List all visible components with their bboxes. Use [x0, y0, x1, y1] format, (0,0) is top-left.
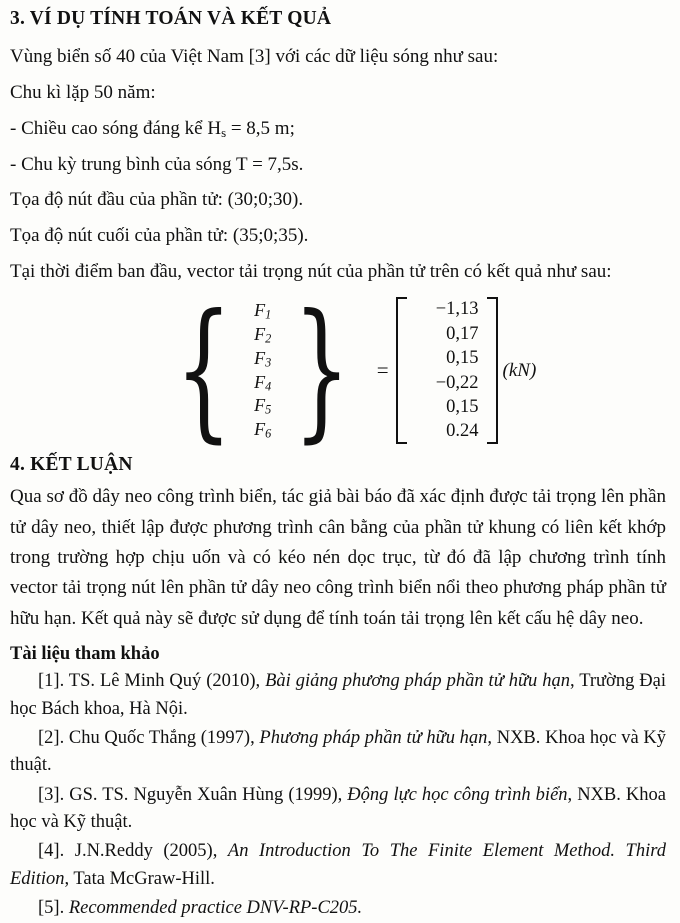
reference-label: [1].	[38, 671, 69, 692]
reference-author: TS. Lê Minh Quý (2010),	[68, 671, 266, 692]
reference-label: [4].	[38, 841, 75, 862]
reference-title: Phương pháp phần tử hữu hạn	[259, 727, 488, 748]
reference-publisher: , Tata McGraw-Hill.	[64, 868, 215, 889]
conclusion-paragraph: Qua sơ đồ dây neo công trình biển, tác giả bài báo đã xác định được tải trọng lên phần tử dây neo, thiết lập được phương trình cân bằng của phần tử khung có liên kết khớp trong trường hợp chịu uốn và có kéo nén dọc trục, từ đó đã lập chương trình tính vector tải trọng nút lên phần tử dây neo công trình biển nổi theo phương pháp phần tử hữu hạn. Kết quả này sẽ được sử dụng để tính toán tải trọng lên kết cấu hệ dây neo.	[10, 486, 666, 629]
reference-publisher: , NXB. Khoa học và Kỹ thuật.	[10, 784, 666, 833]
reference-author: J.N.Reddy (2005),	[74, 841, 228, 862]
reference-title: Động lực học công trình biển	[347, 784, 568, 805]
force-value-cell: 0,15	[446, 397, 479, 418]
force-symbol-vector	[156, 283, 370, 458]
initial-time-paragraph: Tại thời điểm ban đầu, vector tải trọng nút của phần tử trên có kết quả như sau:	[10, 261, 612, 283]
nodal-load-vector-equation	[10, 283, 666, 458]
equals-sign: =	[376, 358, 389, 383]
section-heading-3: 3. VÍ DỤ TÍNH TOÁN VÀ KẾT QUẢ	[10, 8, 332, 29]
right-curly-brace: }	[293, 283, 351, 458]
force-value-cell: 0.24	[446, 421, 479, 442]
references-heading: Tài liệu tham khảo	[10, 644, 160, 665]
reference-item	[10, 895, 666, 922]
force-symbol-cell: $F_2$	[254, 323, 272, 346]
sea-area-line: Vùng biển số 40 của Việt Nam [3] với các dữ liệu sóng như sau:	[10, 46, 499, 68]
force-symbol-column	[251, 299, 274, 442]
return-period-line: Chu kì lặp 50 năm:	[10, 82, 156, 104]
start-node-coordinates-line: Tọa độ nút đầu của phần tử: (30;0;30).	[10, 189, 304, 211]
reference-label: [3].	[38, 784, 70, 805]
force-symbol-cell: $F_5$	[254, 395, 272, 418]
reference-author: Chu Quốc Thắng (1997),	[68, 727, 260, 748]
right-square-bracket	[487, 297, 498, 443]
reference-item	[10, 725, 666, 780]
reference-item	[10, 668, 666, 723]
reference-title: Recommended practice DNV-RP-C205.	[68, 898, 363, 919]
reference-publisher: , NXB. Khoa học và Kỹ thuật.	[10, 727, 666, 776]
wave-height-subscript: s	[221, 124, 227, 140]
force-value-cell: 0,17	[446, 323, 479, 344]
section-heading-4: 4. KẾT LUẬN	[10, 453, 133, 475]
force-unit-label: (kN)	[502, 359, 537, 381]
force-value-cell: 0,15	[446, 348, 479, 369]
force-value-cell: −1,13	[435, 299, 479, 320]
wave-height-line	[10, 114, 666, 145]
force-symbol-cell: $F_6$	[254, 419, 272, 441]
wave-height-suffix: = 8,5 m;	[226, 117, 295, 139]
reference-item	[10, 782, 666, 837]
force-symbol-cell: $F_3$	[254, 347, 272, 370]
wave-height-prefix: - Chiều cao sóng đáng kể H	[10, 117, 222, 139]
left-curly-brace: {	[174, 283, 233, 458]
force-symbol-cell: $F_4$	[254, 371, 272, 394]
reference-item	[10, 838, 666, 893]
end-node-coordinates-line: Tọa độ nút cuối của phần tử: (35;0;35).	[10, 225, 309, 247]
reference-label: [2].	[38, 727, 69, 748]
wave-period-line: - Chu kỳ trung bình của sóng T = 7,5s.	[10, 153, 304, 175]
force-value-column	[407, 297, 487, 443]
reference-title: Bài giảng phương pháp phần tử hữu hạn	[265, 671, 570, 692]
reference-publisher: , Trường Đại học Bách khoa, Hà Nội.	[10, 671, 666, 719]
force-value-vector	[396, 297, 498, 443]
left-square-bracket	[396, 297, 407, 443]
reference-label: [5].	[38, 898, 69, 919]
force-value-cell: −0,22	[435, 372, 479, 393]
reference-title: An Introduction To The Finite Element Method. Third Edition	[10, 841, 666, 889]
reference-author: GS. TS. Nguyễn Xuân Hùng (1999),	[69, 784, 348, 805]
force-symbol-cell: $F_1$	[254, 300, 272, 322]
